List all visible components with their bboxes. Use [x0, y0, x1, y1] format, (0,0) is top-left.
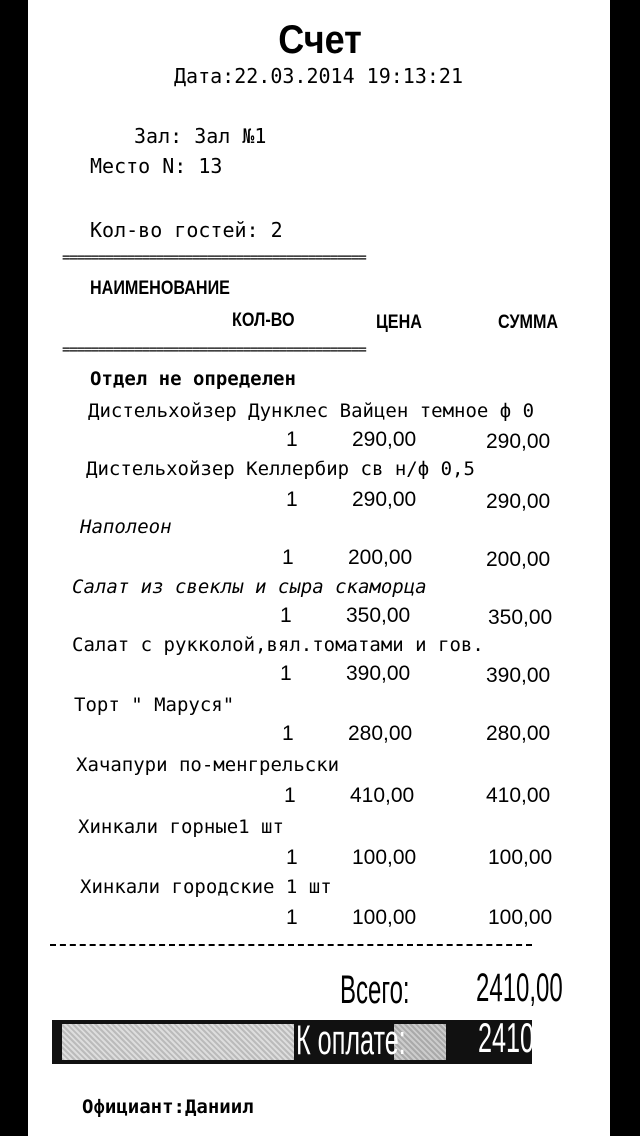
item-name: Наполеон [80, 516, 172, 538]
item-name: Торт " Маруся" [74, 694, 235, 716]
header-name: НАИМЕНОВАНИЕ [90, 278, 230, 299]
department-label: Отдел не определен [90, 368, 296, 390]
pay-value: 2410,00 [478, 1014, 570, 1061]
item-sum: 200,00 [486, 548, 551, 571]
total-label: Всего: [340, 968, 410, 1012]
header-sum: СУММА [498, 312, 559, 333]
item-sum: 350,00 [488, 606, 553, 629]
item-price: 350,00 [346, 604, 411, 627]
item-price: 100,00 [352, 906, 417, 929]
item-price: 290,00 [352, 488, 417, 511]
item-name: Салат из свеклы и сыра скаморца [72, 576, 427, 598]
guests-label: Кол-во гостей: 2 [90, 218, 283, 242]
item-name: Дистельхойзер Дунклес Вайцен темное ф 0 [88, 400, 535, 422]
item-sum: 290,00 [486, 430, 551, 453]
item-price: 410,00 [350, 784, 415, 807]
pay-pattern-left [62, 1024, 294, 1060]
item-sum: 100,00 [488, 906, 553, 929]
header-qty: КОЛ-ВО [232, 310, 295, 331]
item-sum: 100,00 [488, 846, 553, 869]
waiter-label: Официант:Даниил [82, 1096, 254, 1118]
item-sum: 280,00 [486, 722, 551, 745]
item-qty: 1 [282, 546, 294, 569]
item-price: 290,00 [352, 428, 417, 451]
header-price: ЦЕНА [376, 312, 422, 333]
seat-label: Место N: 13 [90, 154, 223, 178]
item-sum: 290,00 [486, 490, 551, 513]
item-name: Хачапури по-менгрельски [76, 754, 340, 776]
total-value: 2410,00 [476, 966, 563, 1010]
item-qty: 1 [286, 846, 298, 869]
separator-top: ========================================== [62, 250, 366, 266]
item-price: 390,00 [346, 662, 411, 685]
item-name: Дистельхойзер Келлербир св н/ф 0,5 [86, 458, 475, 480]
pay-label: К оплате: [296, 1016, 406, 1063]
item-name: Хинкали городские 1 шт [80, 876, 332, 898]
item-qty: 1 [282, 722, 294, 745]
separator-dashed [50, 944, 532, 946]
item-price: 280,00 [348, 722, 413, 745]
hall-label: Зал: Зал №1 [134, 124, 267, 148]
item-price: 200,00 [348, 546, 413, 569]
item-qty: 1 [286, 906, 298, 929]
receipt-date: Дата:22.03.2014 19:13:21 [174, 64, 463, 88]
item-qty: 1 [286, 428, 298, 451]
separator-header: ========================================== [62, 342, 366, 358]
item-price: 100,00 [352, 846, 417, 869]
receipt-title: Счет [278, 18, 362, 62]
item-qty: 1 [280, 604, 292, 627]
item-sum: 390,00 [486, 664, 551, 687]
item-sum: 410,00 [486, 784, 551, 807]
item-qty: 1 [280, 662, 292, 685]
item-qty: 1 [286, 488, 298, 511]
item-name: Хинкали горные1 шт [78, 816, 284, 838]
item-qty: 1 [284, 784, 296, 807]
item-name: Салат с рукколой,вял.томатами и гов. [72, 634, 484, 656]
